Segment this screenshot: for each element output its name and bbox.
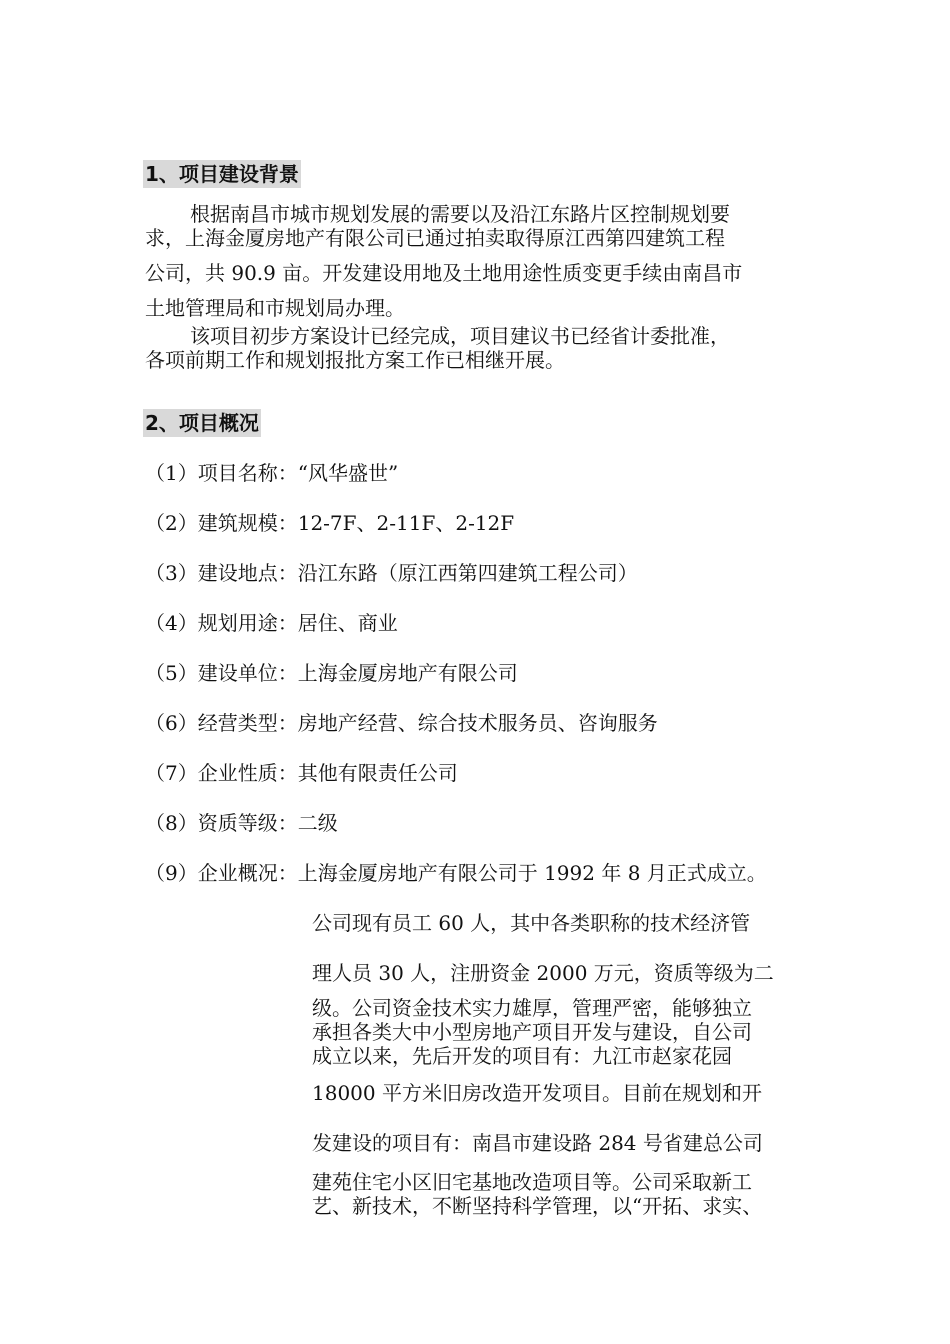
paragraph-line: 该项目初步方案设计已经完成，项目建议书已经省计委批准， [190, 324, 730, 348]
section-heading-overview: 2、项目概况 [145, 411, 259, 435]
profile-continuation-line: 级。公司资金技术实力雄厚，管理严密，能够独立 [312, 996, 752, 1020]
profile-continuation-line: 发建设的项目有：南昌市建设路 284 号省建总公司 [312, 1131, 763, 1155]
section-heading-background: 1、项目建设背景 [145, 162, 299, 186]
profile-continuation-line: 公司现有员工 60 人，其中各类职称的技术经济管 [312, 911, 751, 935]
overview-item-company-profile: （9）企业概况：上海金厦房地产有限公司于 1992 年 8 月正式成立。 [145, 861, 767, 885]
paragraph-line: 土地管理局和市规划局办理。 [145, 296, 405, 320]
profile-continuation-line: 理人员 30 人，注册资金 2000 万元，资质等级为二 [312, 961, 774, 985]
overview-item-usage: （4）规划用途：居住、商业 [145, 611, 398, 635]
overview-item-name: （1）项目名称：“风华盛世” [145, 461, 399, 485]
overview-item-developer: （5）建设单位：上海金厦房地产有限公司 [145, 661, 518, 685]
profile-continuation-line: 建苑住宅小区旧宅基地改造项目等。公司采取新工 [312, 1170, 752, 1194]
profile-continuation-line: 承担各类大中小型房地产项目开发与建设，自公司 [312, 1020, 752, 1044]
overview-item-company-nature: （7）企业性质：其他有限责任公司 [145, 761, 458, 785]
paragraph-line: 各项前期工作和规划报批方案工作已相继开展。 [145, 348, 565, 372]
paragraph-line: 公司，共 90.9 亩。开发建设用地及土地用途性质变更手续由南昌市 [145, 261, 743, 285]
overview-item-scale: （2）建筑规模：12-7F、2-11F、2-12F [145, 511, 515, 535]
paragraph-line: 根据南昌市城市规划发展的需要以及沿江东路片区控制规划要 [190, 202, 730, 226]
paragraph-line: 求，上海金厦房地产有限公司已通过拍卖取得原江西第四建筑工程 [145, 226, 725, 250]
profile-continuation-line: 成立以来，先后开发的项目有：九江市赵家花园 [312, 1044, 732, 1068]
overview-item-location: （3）建设地点：沿江东路（原江西第四建筑工程公司） [145, 561, 638, 585]
overview-item-business-type: （6）经营类型：房地产经营、综合技术服务员、咨询服务 [145, 711, 658, 735]
profile-continuation-line: 18000 平方米旧房改造开发项目。目前在规划和开 [312, 1081, 762, 1105]
profile-continuation-line: 艺、新技术，不断坚持科学管理，以“开拓、求实、 [312, 1194, 763, 1218]
overview-item-qualification: （8）资质等级：二级 [145, 811, 338, 835]
